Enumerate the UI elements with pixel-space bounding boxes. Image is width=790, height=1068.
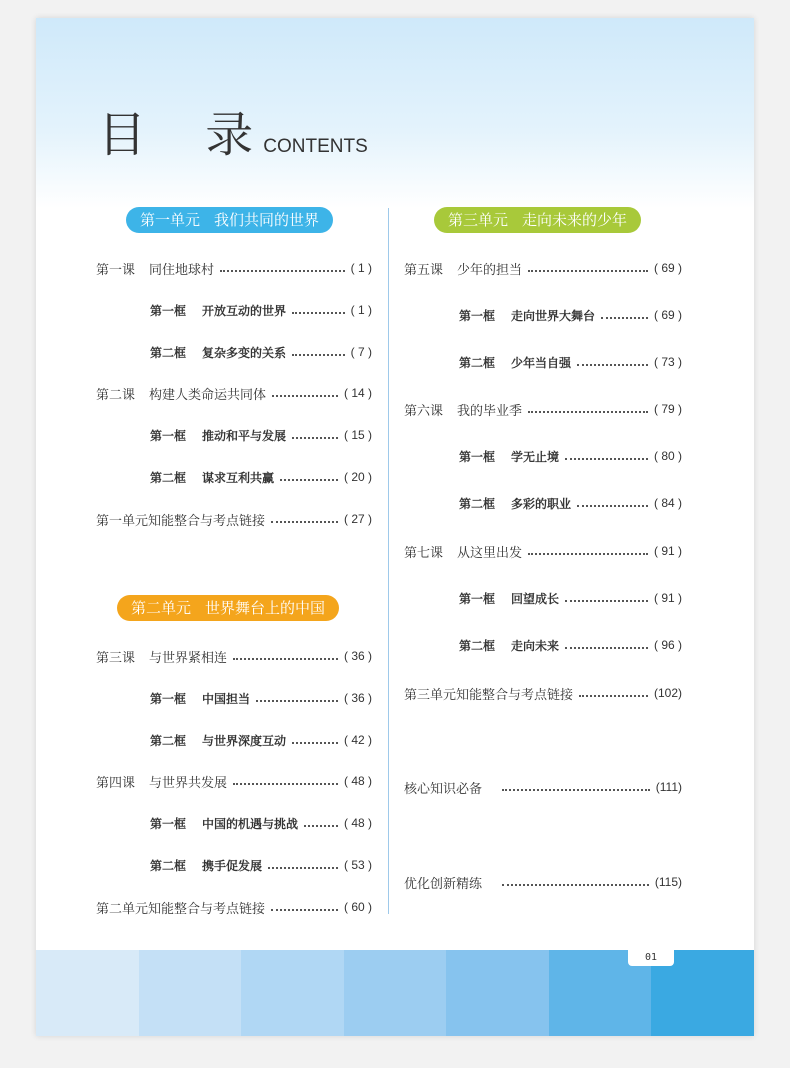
leader-dots [565, 647, 648, 649]
page-number: 01 [628, 950, 674, 966]
toc-subentry[interactable] [459, 306, 682, 324]
toc-subentry[interactable] [150, 343, 372, 361]
unit-badge-3 [434, 207, 641, 233]
leader-dots [577, 364, 648, 366]
leader-dots [280, 479, 338, 481]
leader-dots [304, 825, 338, 827]
title-chinese: 目 录 [98, 107, 276, 163]
leader-dots [292, 437, 338, 439]
entry-label: 第一框 [150, 428, 187, 443]
strip-block [446, 950, 549, 1036]
entry-label: 第一框 [459, 308, 496, 323]
entry-label: 第六课 [404, 403, 444, 419]
toc-entry[interactable] [404, 873, 682, 891]
entry-label: 第二框 [150, 470, 187, 485]
entry-label: 第一框 [459, 591, 496, 606]
entry-name: 开放互动的世界 [202, 303, 287, 318]
entry-label: 第二框 [150, 858, 187, 873]
entry-name: 学无止境 [511, 449, 560, 464]
entry-name: 与世界共发展 [149, 775, 228, 791]
entry-page: ( 1 ) [350, 261, 372, 275]
entry-name: 与世界深度互动 [202, 733, 287, 748]
strip-block [344, 950, 447, 1036]
entry-label: 第四课 [96, 775, 136, 791]
leader-dots [268, 867, 338, 869]
toc-subentry[interactable] [150, 814, 372, 832]
toc-subentry[interactable] [150, 689, 372, 707]
toc-subentry[interactable] [459, 353, 682, 371]
entry-label: 第一框 [150, 691, 187, 706]
entry-page: ( 69 ) [653, 308, 682, 322]
toc-entry[interactable] [404, 400, 682, 418]
entry-name: 从这里出发 [457, 545, 523, 561]
toc-entry[interactable] [96, 259, 372, 277]
entry-label: 第三单元知能整合与考点链接 [404, 687, 574, 703]
strip-block [36, 950, 139, 1036]
entry-name: 中国担当 [202, 691, 251, 706]
entry-label: 第二框 [150, 345, 187, 360]
toc-entry[interactable] [96, 647, 372, 665]
toc-subentry[interactable] [459, 636, 682, 654]
unit-badge-title: 世界舞台上的中国 [205, 599, 326, 617]
entry-name: 构建人类命运共同体 [149, 387, 267, 403]
unit-badge-2 [117, 595, 339, 621]
entry-page: ( 53 ) [343, 858, 372, 872]
leader-dots [233, 783, 338, 785]
entry-label: 第一框 [150, 816, 187, 831]
entry-page: ( 91 ) [653, 591, 682, 605]
strip-block [241, 950, 344, 1036]
unit-badge-1 [126, 207, 333, 233]
toc-subentry[interactable] [150, 426, 372, 444]
leader-dots [601, 317, 648, 319]
entry-label: 第七课 [404, 545, 444, 561]
unit-badge-number: 第一单元 [140, 211, 201, 229]
leader-dots [292, 742, 338, 744]
entry-label: 优化创新精练 [404, 876, 483, 892]
toc-entry[interactable] [404, 259, 682, 277]
entry-label: 第二框 [459, 638, 496, 653]
page-title [98, 107, 368, 163]
toc-subentry[interactable] [150, 731, 372, 749]
entry-name: 推动和平与发展 [202, 428, 287, 443]
toc-subentry[interactable] [459, 589, 682, 607]
entry-page: ( 42 ) [343, 733, 372, 747]
entry-page: ( 27 ) [343, 512, 372, 526]
entry-name: 谋求互利共赢 [202, 470, 275, 485]
entry-page: (115) [654, 875, 682, 889]
entry-label: 第一框 [150, 303, 187, 318]
entry-page: ( 69 ) [653, 261, 682, 275]
toc-entry[interactable] [96, 384, 372, 402]
entry-label: 第一单元知能整合与考点链接 [96, 513, 266, 529]
entry-name: 走向世界大舞台 [511, 308, 596, 323]
unit-badge-number: 第二单元 [131, 599, 192, 617]
entry-name: 少年的担当 [457, 262, 523, 278]
entry-label: 第一框 [459, 449, 496, 464]
entry-label: 第二课 [96, 387, 136, 403]
toc-entry[interactable] [404, 684, 682, 702]
entry-page: ( 48 ) [343, 774, 372, 788]
entry-page: ( 7 ) [350, 345, 372, 359]
unit-badge-title: 走向未来的少年 [522, 211, 628, 229]
entry-label: 第二框 [459, 355, 496, 370]
entry-label: 第二单元知能整合与考点链接 [96, 901, 266, 917]
column-divider [388, 208, 389, 914]
toc-entry[interactable] [96, 898, 372, 916]
unit-badge-number: 第三单元 [448, 211, 509, 229]
leader-dots [577, 505, 648, 507]
entry-label: 第二框 [459, 496, 496, 511]
leader-dots [271, 909, 338, 911]
leader-dots [271, 521, 338, 523]
entry-name: 回望成长 [511, 591, 560, 606]
leader-dots [528, 411, 648, 413]
entry-page: (111) [655, 780, 682, 794]
toc-subentry[interactable] [459, 447, 682, 465]
leader-dots [528, 270, 648, 272]
leader-dots [272, 395, 338, 397]
entry-page: ( 60 ) [343, 900, 372, 914]
toc-subentry[interactable] [459, 494, 682, 512]
entry-name: 中国的机遇与挑战 [202, 816, 299, 831]
toc-subentry[interactable] [150, 468, 372, 486]
leader-dots [292, 354, 345, 356]
leader-dots [502, 884, 649, 886]
entry-page: (102) [653, 686, 682, 700]
entry-page: ( 80 ) [653, 449, 682, 463]
entry-label: 第五课 [404, 262, 444, 278]
toc-page [36, 18, 754, 1036]
leader-dots [256, 700, 338, 702]
entry-page: ( 14 ) [343, 386, 372, 400]
entry-name: 复杂多变的关系 [202, 345, 287, 360]
toc-subentry[interactable] [150, 301, 372, 319]
entry-name: 携手促发展 [202, 858, 263, 873]
entry-page: ( 73 ) [653, 355, 682, 369]
leader-dots [528, 553, 648, 555]
toc-entry[interactable] [96, 510, 372, 528]
leader-dots [502, 789, 650, 791]
entry-label: 核心知识必备 [404, 781, 483, 797]
toc-entry[interactable] [96, 772, 372, 790]
entry-name: 走向未来 [511, 638, 560, 653]
leader-dots [233, 658, 338, 660]
leader-dots [220, 270, 345, 272]
entry-page: ( 20 ) [343, 470, 372, 484]
strip-block [139, 950, 242, 1036]
toc-subentry[interactable] [150, 856, 372, 874]
entry-label: 第三课 [96, 650, 136, 666]
entry-page: ( 96 ) [653, 638, 682, 652]
toc-entry[interactable] [404, 542, 682, 560]
entry-name: 与世界紧相连 [149, 650, 228, 666]
entry-page: ( 48 ) [343, 816, 372, 830]
entry-page: ( 36 ) [343, 649, 372, 663]
entry-label: 第二框 [150, 733, 187, 748]
leader-dots [579, 695, 648, 697]
title-english: CONTENTS [263, 136, 368, 157]
entry-label: 第一课 [96, 262, 136, 278]
entry-name: 少年当自强 [511, 355, 572, 370]
entry-name: 同住地球村 [149, 262, 215, 278]
leader-dots [565, 600, 648, 602]
entry-page: ( 91 ) [653, 544, 682, 558]
entry-page: ( 36 ) [343, 691, 372, 705]
entry-name: 多彩的职业 [511, 496, 572, 511]
entry-page: ( 1 ) [350, 303, 372, 317]
entry-page: ( 84 ) [653, 496, 682, 510]
entry-page: ( 15 ) [343, 428, 372, 442]
toc-entry[interactable] [404, 778, 682, 796]
entry-name: 我的毕业季 [457, 403, 523, 419]
unit-badge-title: 我们共同的世界 [214, 211, 320, 229]
leader-dots [292, 312, 345, 314]
entry-page: ( 79 ) [653, 402, 682, 416]
leader-dots [565, 458, 648, 460]
